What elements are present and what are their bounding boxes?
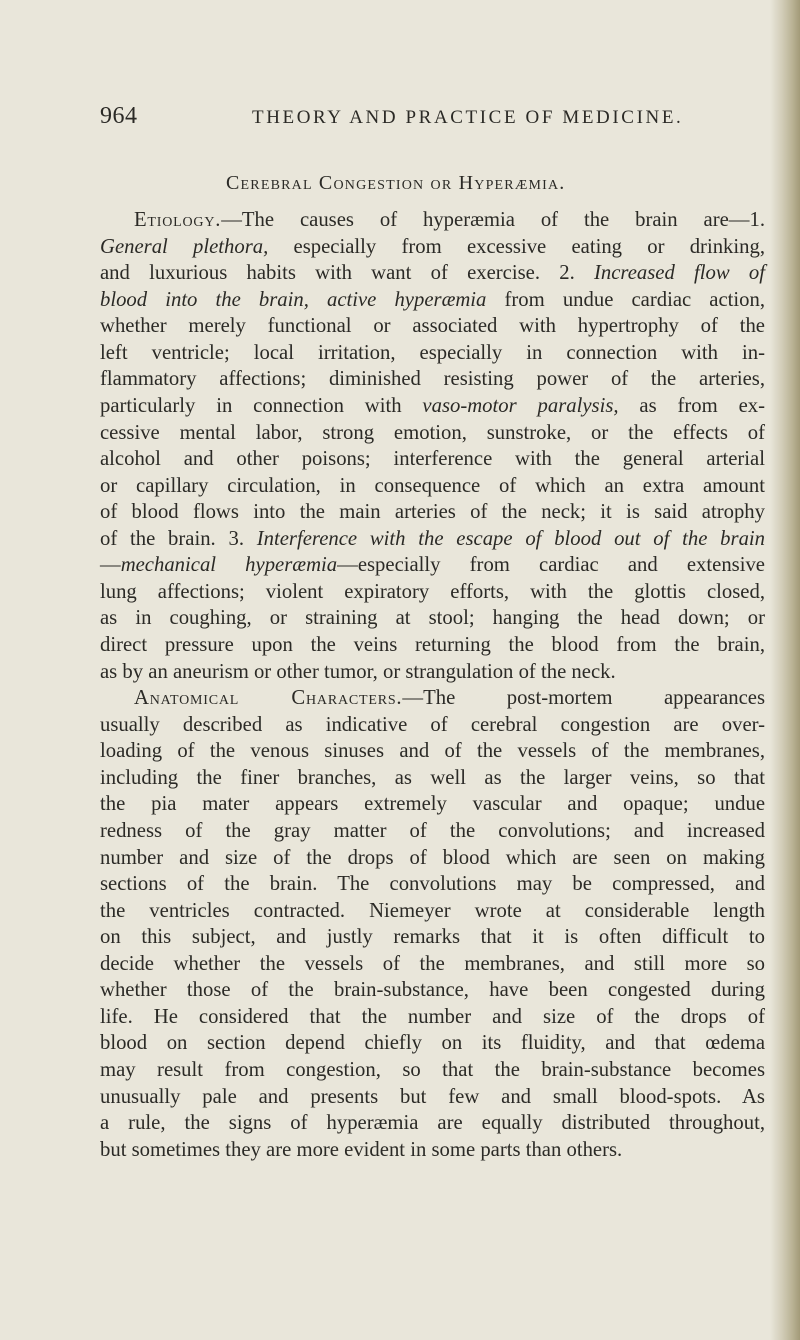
text-line: Anatomical Characters.—The post-mortem appearances bbox=[134, 687, 766, 710]
text-line: may result from congestion, so that the brain-substance becomes bbox=[100, 1059, 765, 1081]
text-line: of the brain. 3. Interference with the escape of blood out of the brain bbox=[100, 527, 766, 550]
section-heading: Cerebral Congestion or Hyperæmia. bbox=[226, 172, 566, 194]
text-line: the ventricles contracted. Niemeyer wrote at considerable length bbox=[100, 899, 765, 922]
text-line: left ventricle; local irritation, especially in connection with in- bbox=[100, 341, 765, 364]
text-line: on this subject, and justly remarks that it is often difficult to bbox=[100, 926, 765, 949]
text-line: redness of the gray matter of the convolutions; and increased bbox=[100, 819, 765, 842]
text-line: as in coughing, or straining at stool; hanging the head down; or bbox=[100, 607, 765, 630]
text-line: Etiology.—The causes of hyperæmia of the brain are—1. bbox=[134, 209, 765, 231]
text-line: whether merely functional or associated with hypertrophy of the bbox=[100, 315, 765, 338]
paragraph-lead: Etiology. bbox=[134, 209, 222, 231]
text-line: number and size of the drops of blood which are seen on making bbox=[100, 846, 765, 869]
text-line: the pia mater appears extremely vascular and opaque; undue bbox=[100, 793, 765, 816]
paragraph-etiology bbox=[100, 207, 765, 685]
page-edge-shadow bbox=[770, 0, 800, 1340]
body-text bbox=[100, 207, 765, 1163]
running-head bbox=[100, 103, 760, 143]
text-line: of blood flows into the main arteries of the neck; it is said atrophy bbox=[100, 501, 765, 524]
paragraph-anatomical-characters bbox=[100, 685, 765, 1163]
text-line: unusually pale and presents but few and small blood-spots. As bbox=[100, 1085, 765, 1108]
text-line: whether those of the brain-substance, have been congested during bbox=[100, 979, 765, 1002]
italic-term: Increased flow of bbox=[594, 262, 765, 285]
text-line: including the finer branches, as well as the larger veins, so that bbox=[100, 766, 765, 789]
text-line: alcohol and other poisons; interference with the general arterial bbox=[100, 448, 765, 471]
text-line: as by an aneurism or other tumor, or strangulation of the neck. bbox=[100, 660, 616, 683]
italic-term: mechanical hyperæmia bbox=[120, 554, 338, 577]
text-line: life. He considered that the number and size of the drops of bbox=[100, 1005, 765, 1028]
text-line: loading of the venous sinuses and of the vessels of the membranes, bbox=[100, 740, 765, 763]
text-line: usually described as indicative of cerebral congestion are over- bbox=[100, 713, 765, 736]
page-number: 964 bbox=[100, 103, 138, 129]
text-line: flammatory affections; diminished resisting power of the arteries, bbox=[100, 368, 765, 391]
text-line: a rule, the signs of hyperæmia are equally distributed throughout, bbox=[100, 1112, 765, 1135]
text-line: or capillary circulation, in consequence of which an extra amount bbox=[100, 474, 765, 497]
text-line: General plethora, especially from excessive eating or drinking, bbox=[100, 235, 765, 258]
text-line: and luxurious habits with want of exercise. 2. Increased flow of bbox=[100, 262, 765, 285]
text-line: lung affections; violent expiratory efforts, with the glottis closed, bbox=[100, 580, 765, 603]
running-title: THEORY AND PRACTICE OF MEDICINE. bbox=[252, 107, 684, 128]
text-line: cessive mental labor, strong emotion, sunstroke, or the effects of bbox=[100, 421, 765, 444]
text-line: decide whether the vessels of the membranes, and still more so bbox=[100, 952, 765, 975]
paragraph-lead: Anatomical Characters. bbox=[134, 687, 403, 710]
text-line: —mechanical hyperæmia—especially from cardiac and extensive bbox=[100, 554, 765, 577]
italic-term: blood into the brain, active hyperæmia bbox=[100, 288, 487, 311]
text-line: direct pressure upon the veins returning the blood from the brain, bbox=[100, 634, 765, 656]
italic-term: vaso-motor paralysis, bbox=[422, 394, 619, 417]
text-line: blood into the brain, active hyperæmia from undue cardiac action, bbox=[100, 288, 766, 311]
text-line: particularly in connection with vaso-motor paralysis, as from ex- bbox=[100, 394, 765, 417]
text-line: blood on section depend chiefly on its fluidity, and that œdema bbox=[100, 1032, 765, 1055]
text-line: but sometimes they are more evident in some parts than others. bbox=[100, 1138, 623, 1161]
text-line: sections of the brain. The convolutions may be compressed, and bbox=[100, 873, 765, 896]
italic-term: General plethora, bbox=[100, 235, 269, 258]
italic-term: Interference with the escape of blood out of the brain bbox=[256, 527, 766, 550]
